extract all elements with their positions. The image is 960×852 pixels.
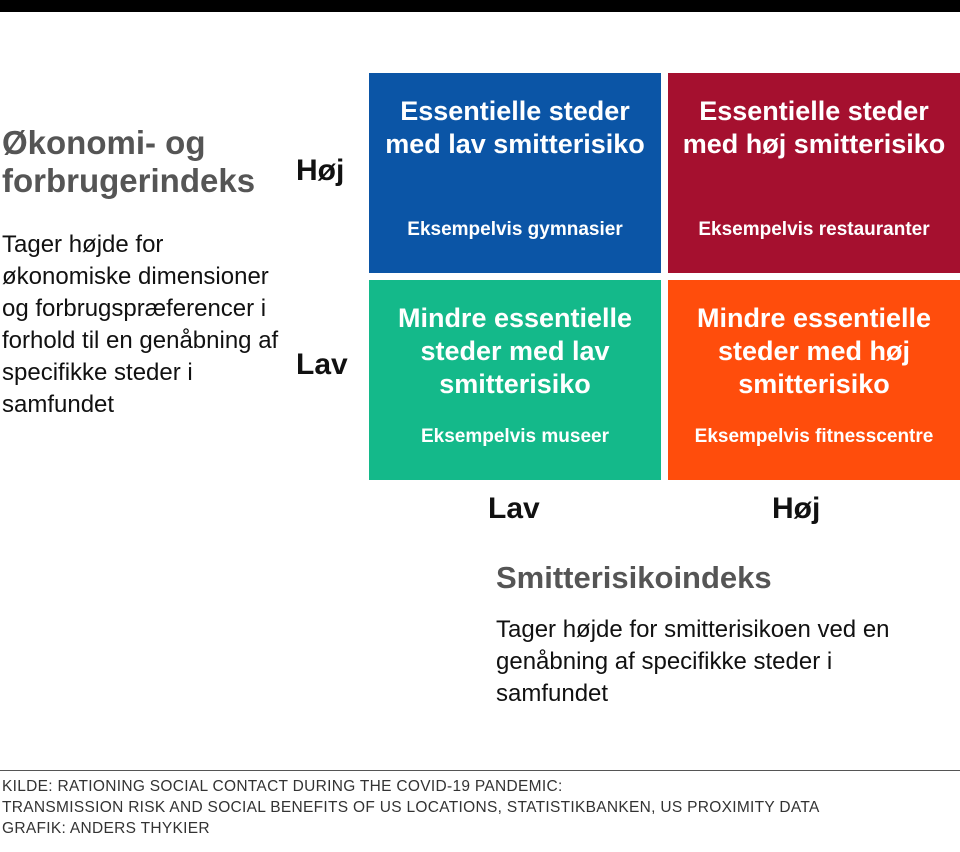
x-axis-title: Smitterisikoindeks: [496, 560, 772, 595]
y-axis-description: Tager højde for økonomiske dimensioner og forbrugspræferencer i forhold til en genåbning af specifikke steder i samfundet: [2, 231, 279, 418]
footer-source-line-2: TRANSMISSION RISK AND SOCIAL BENEFITS OF US LOCATIONS, STATISTIKBANKEN, US PROXIMITY DATA: [2, 799, 820, 816]
quadrant-title: Essentielle steder med lav smitterisiko: [385, 96, 645, 159]
quadrant-bottom-right: [668, 280, 960, 480]
footer-source-line-1: KILDE: RATIONING SOCIAL CONTACT DURING THE COVID-19 PANDEMIC:: [2, 778, 563, 795]
quadrant-example: Eksempelvis museer: [420, 426, 609, 447]
footer-divider: [0, 770, 960, 771]
footer-graphic-credit: GRAFIK: ANDERS THYKIER: [2, 820, 210, 837]
quadrant-top-right: [668, 73, 960, 273]
quadrant-example: Eksempelvis fitnesscentre: [694, 426, 934, 447]
y-axis-title: Økonomi- og forbrugerindeks: [2, 124, 256, 199]
x-axis-description: Tager højde for smitterisikoen ved en genåbning af specifikke steder i samfundet: [496, 616, 890, 707]
quadrant-top-left: [369, 73, 661, 273]
top-bar: [0, 0, 960, 12]
quadrant-example: Eksempelvis gymnasier: [407, 219, 623, 240]
y-axis-low-label: Lav: [296, 348, 348, 381]
quadrant-example: Eksempelvis restauranter: [698, 219, 930, 240]
x-axis-high-label: Høj: [772, 492, 821, 525]
quadrant-title: Mindre essentielle steder med høj smitterisiko: [696, 303, 932, 399]
quadrant-title: Mindre essentielle steder med lav smitterisiko: [397, 303, 633, 399]
x-axis-low-label: Lav: [488, 492, 540, 525]
quadrant-bottom-left: [369, 280, 661, 480]
footer-credits: [2, 776, 820, 839]
quadrant-title: Essentielle steder med høj smitterisiko: [682, 96, 946, 159]
y-axis-high-label: Høj: [296, 154, 345, 187]
